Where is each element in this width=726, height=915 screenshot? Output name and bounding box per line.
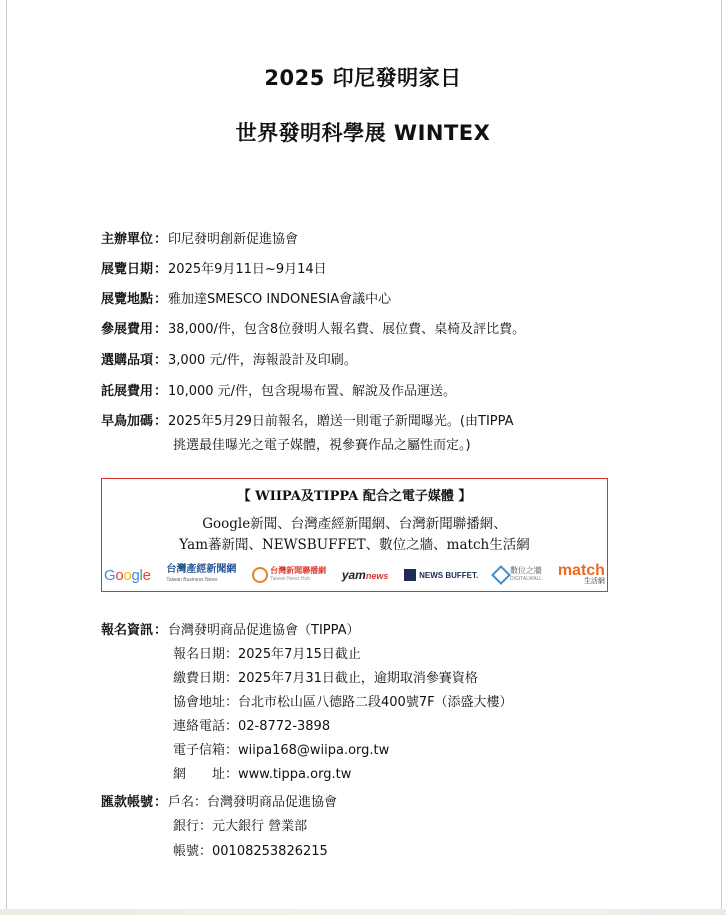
media-partners-box — [101, 478, 608, 592]
info-label: 參展費用 — [101, 322, 154, 337]
bank-info: 匯款帳號：戶名：台灣發明商品促進協會 — [101, 795, 338, 810]
bank-label: 匯款帳號 — [101, 795, 154, 810]
diamond-icon — [491, 565, 511, 585]
info-value: 印尼發明創新促進協會 — [168, 232, 299, 247]
square-icon — [404, 569, 416, 581]
google-logo: Google — [104, 566, 151, 584]
yam-news-logo: yamnews — [341, 568, 389, 582]
taiwan-news-hub-logo: 台灣新聞聯播網 Taiwan News Hub — [252, 566, 326, 584]
association-address: 協會地址：台北市松山區八德路二段400號7F（添盛大樓） — [173, 695, 513, 710]
info-early-bird: 早鳥加碼：2025年5月29日前報名，贈送一則電子新聞曝光。(由TIPPA — [101, 414, 514, 429]
early-bird-continued: 挑選最佳曝光之電子媒體，視參賽作品之屬性而定。) — [173, 438, 471, 453]
info-value: 10,000 元/件，包含現場布置、解說及作品運送。 — [168, 384, 457, 399]
circle-icon — [252, 567, 268, 583]
media-box-title: 【 WIIPA及TIPPA 配合之電子媒體 】 — [237, 489, 472, 504]
media-list-line-1: Google新聞、台灣產經新聞網、台灣新聞聯播網、 — [202, 516, 507, 532]
info-label: 早鳥加碼 — [101, 414, 154, 429]
newsbuffet-logo: NEWS BUFFET. — [404, 569, 478, 581]
media-logos-strip — [104, 562, 605, 588]
info-label: 選購品項 — [101, 353, 154, 368]
website: 網 址：www.tippa.org.tw — [173, 767, 352, 782]
info-label: 託展費用 — [101, 384, 154, 399]
info-value: 38,000/件，包含8位發明人報名費、展位費、桌椅及評比費。 — [168, 322, 526, 337]
info-options: 選購品項：3,000 元/件，海報設計及印刷。 — [101, 353, 357, 368]
match-logo: match 生活網 — [557, 562, 605, 585]
title-line-1: 2025 印尼發明家日 — [264, 66, 462, 90]
info-fee: 參展費用：38,000/件，包含8位發明人報名費、展位費、桌椅及評比費。 — [101, 322, 526, 337]
info-label: 展覽日期 — [101, 262, 154, 277]
info-value: 2025年5月29日前報名，贈送一則電子新聞曝光。(由TIPPA — [168, 414, 514, 429]
info-value: 3,000 元/件，海報設計及印刷。 — [168, 353, 357, 368]
info-value: 雅加達SMESCO INDONESIA會議中心 — [168, 292, 392, 307]
info-value: 2025年9月11日~9月14日 — [168, 262, 327, 277]
info-organizer: 主辦單位：印尼發明創新促進協會 — [101, 232, 299, 247]
info-venue: 展覽地點：雅加達SMESCO INDONESIA會議中心 — [101, 292, 392, 307]
registration-info: 報名資訊：台灣發明商品促進協會（TIPPA） — [101, 623, 360, 638]
viewer-bottom-strip — [0, 909, 726, 915]
media-list-line-2: Yam蕃新聞、NEWSBUFFET、數位之牆、match生活網 — [179, 537, 530, 553]
payment-deadline: 繳費日期：2025年7月31日截止，逾期取消參賽資格 — [173, 671, 478, 686]
registration-label: 報名資訊 — [101, 623, 154, 638]
info-consign-fee: 託展費用：10,000 元/件，包含現場布置、解說及作品運送。 — [101, 384, 457, 399]
info-dates: 展覽日期：2025年9月11日~9月14日 — [101, 262, 327, 277]
info-label: 主辦單位 — [101, 232, 154, 247]
bank-branch: 銀行：元大銀行 營業部 — [173, 819, 308, 834]
title-line-2: 世界發明科學展 WINTEX — [235, 121, 491, 145]
contact-email: 電子信箱：wiipa168@wiipa.org.tw — [173, 743, 390, 758]
registration-deadline: 報名日期：2025年7月15日截止 — [173, 647, 361, 662]
contact-phone: 連絡電話：02-8772-3898 — [173, 719, 331, 734]
account-number: 帳號：00108253826215 — [173, 844, 328, 859]
account-name: 戶名：台灣發明商品促進協會 — [168, 795, 338, 810]
taiwan-business-news-logo: 台灣產經新聞網 Taiwan Business News — [166, 564, 237, 583]
digitalwall-logo: 數位之牆 DIGITALWALL — [494, 566, 542, 584]
registration-org: 台灣發明商品促進協會（TIPPA） — [168, 623, 360, 638]
info-label: 展覽地點 — [101, 292, 154, 307]
